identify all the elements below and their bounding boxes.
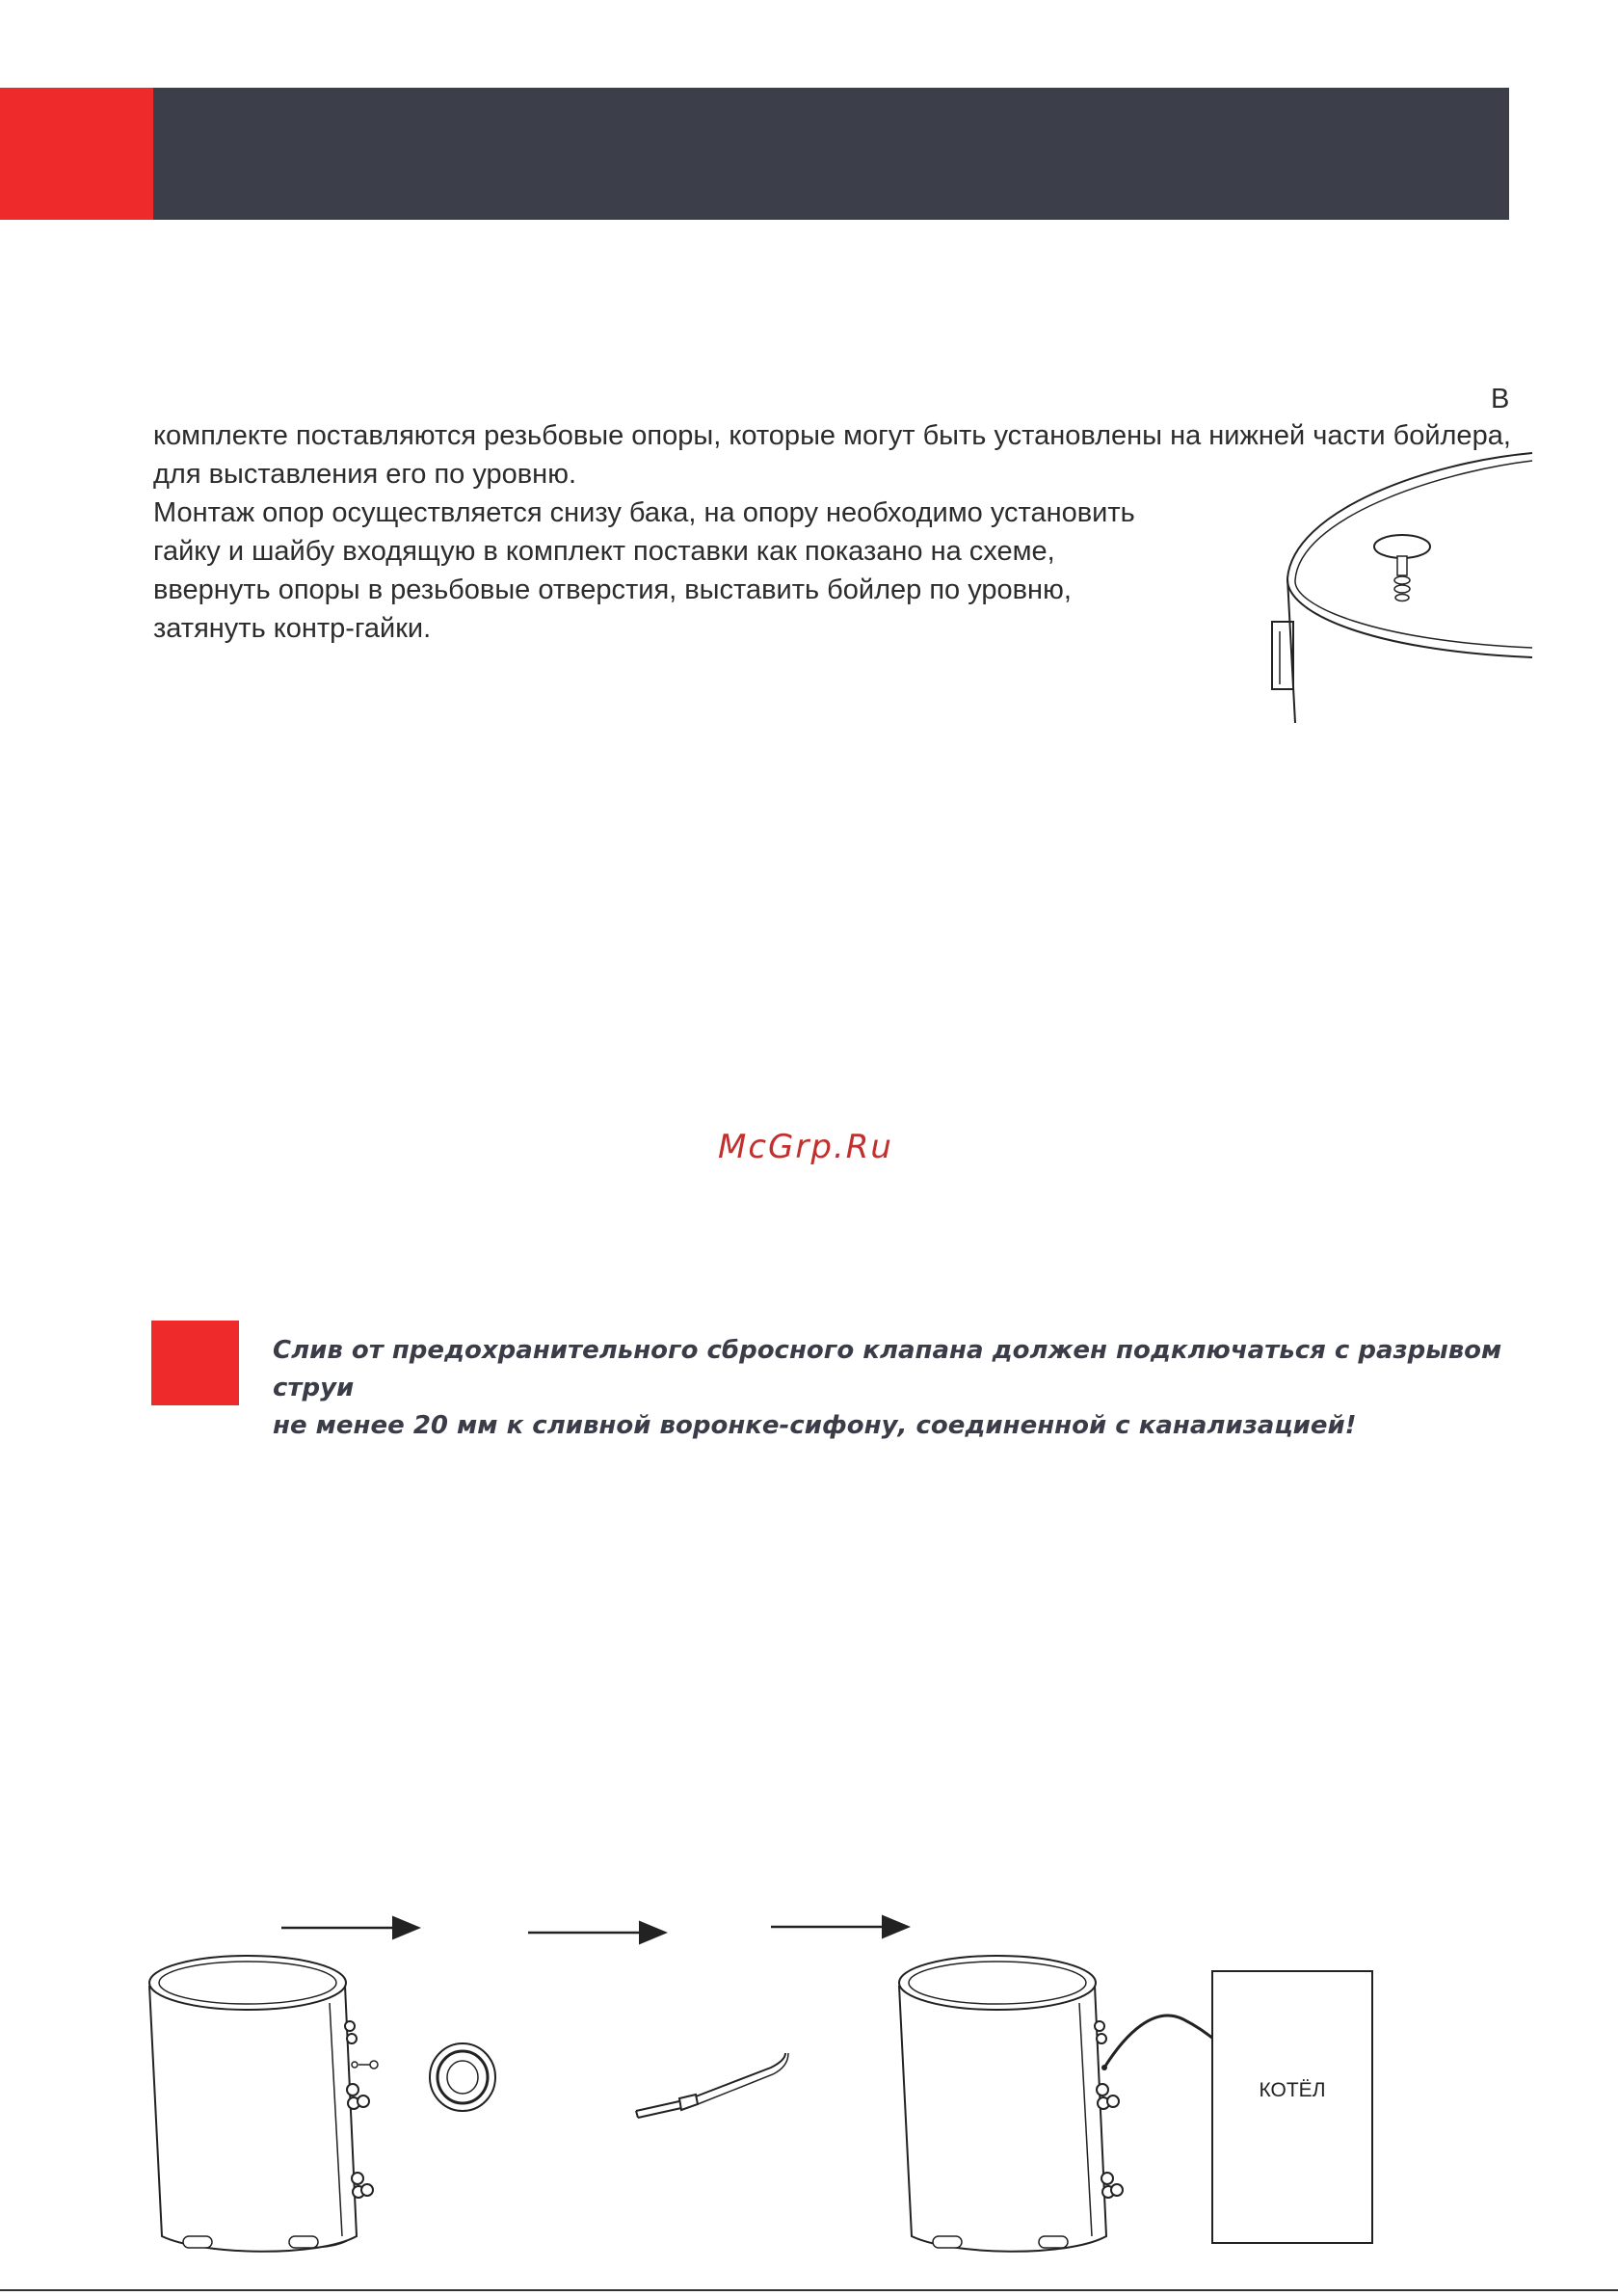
header-accent-block bbox=[0, 88, 153, 220]
support-stem bbox=[1397, 556, 1407, 575]
sensor-cable bbox=[1104, 2016, 1227, 2068]
boiler-kotel-label: КОТЁЛ bbox=[1259, 2079, 1326, 2101]
support-foot-plate bbox=[1374, 535, 1430, 558]
paragraph2-line: затянуть контр-гайки. bbox=[153, 613, 432, 644]
paragraph1-line: комплекте поставляются резьбовые опоры, которые могут быть установлены на нижней части бойлера, bbox=[153, 420, 1511, 451]
connection-diagram bbox=[135, 1904, 1407, 2289]
safety-valve-fitting bbox=[430, 2043, 495, 2111]
paragraph1-first-word: В bbox=[1491, 384, 1510, 414]
page-bottom-rule bbox=[0, 2289, 1618, 2291]
boiler-before bbox=[149, 1956, 378, 2252]
boiler-connected bbox=[899, 1956, 1227, 2252]
warning-line: не менее 20 мм к сливной воронке-сифону, соединенной с канализацией! bbox=[273, 1411, 1357, 1440]
drain-tube-with-sensor bbox=[636, 2053, 788, 2118]
support-washer-2 bbox=[1395, 595, 1409, 601]
warning-text bbox=[273, 1332, 1525, 1445]
paragraph1-line: для выставления его по уровню. bbox=[153, 459, 577, 490]
support-washer bbox=[1394, 585, 1410, 593]
paragraph2-line: Монтаж опор осуществляется снизу бака, на опору необходимо установить bbox=[153, 497, 1135, 528]
paragraph2-line: гайку и шайбу входящую в комплект поставки как показано на схеме, bbox=[153, 536, 1055, 567]
warning-accent-block bbox=[151, 1321, 239, 1405]
warning-line: Слив от предохранительного сбросного клапана должен подключаться с разрывом струи bbox=[273, 1336, 1502, 1402]
header-bar bbox=[153, 88, 1509, 220]
paragraph2-line: ввернуть опоры в резьбовые отверстия, выставить бойлер по уровню, bbox=[153, 574, 1072, 605]
watermark: McGrp.Ru bbox=[718, 1128, 893, 1166]
support-nut bbox=[1394, 576, 1410, 584]
support-mounting-illustration bbox=[1253, 443, 1532, 733]
paragraph-support-mounting bbox=[153, 494, 1213, 648]
boiler-kotel-box bbox=[1212, 1971, 1372, 2243]
